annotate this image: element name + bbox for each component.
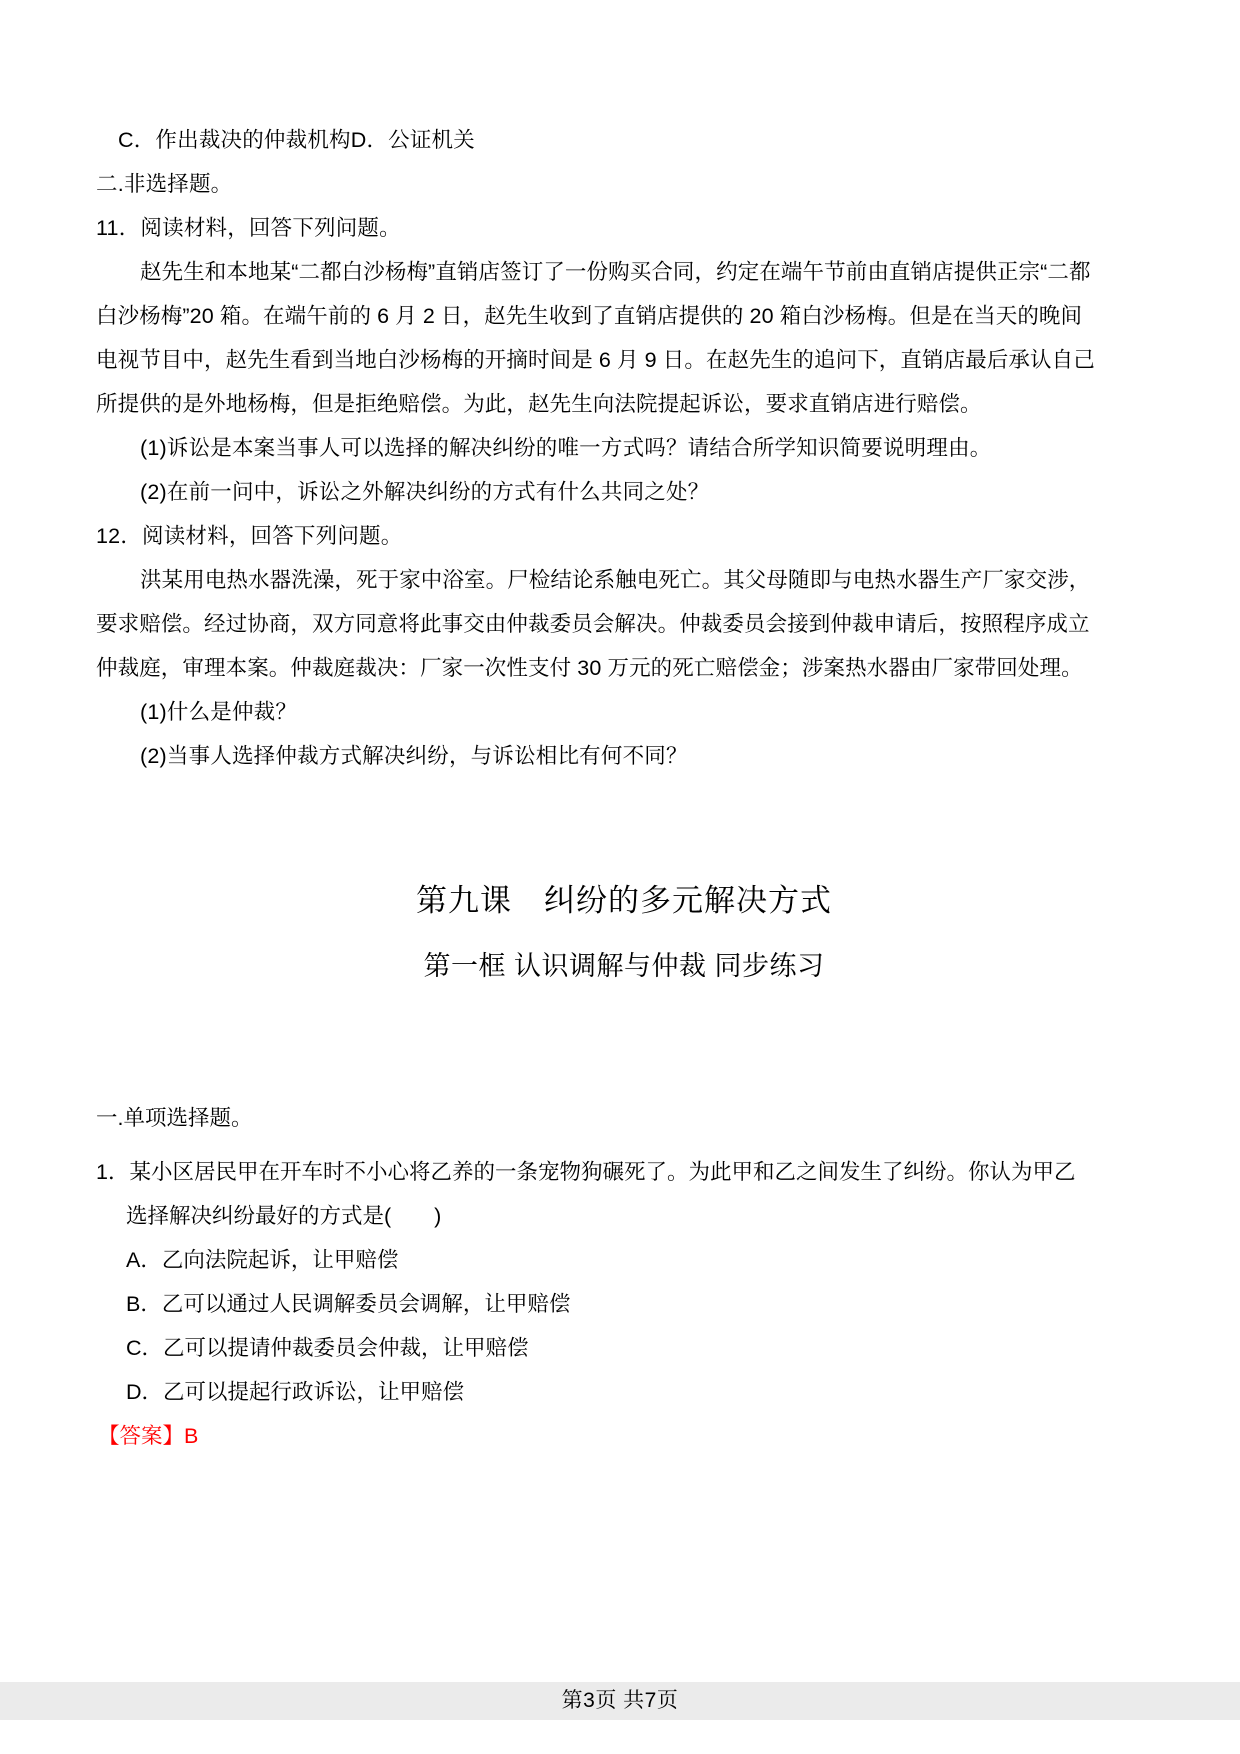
question-12-number: 12．阅读材料，回答下列问题。 [96,524,403,548]
question-10-options-row [96,118,1152,162]
question-1-option-b: B．乙可以通过人民调解委员会调解，让甲赔偿 [126,1292,571,1316]
lesson-title-sub: 第一框 认识调解与仲裁 同步练习 [423,951,825,981]
question-1-option-a: A．乙向法院起诉，让甲赔偿 [126,1248,399,1272]
spacer [96,1140,1152,1150]
question-11-sub-2: (2)在前一问中，诉讼之外解决纠纷的方式有什么共同之处？ [140,480,710,504]
section-one-block [96,1096,1152,1458]
question-1-option-c: C．乙可以提请仲裁委员会仲裁，让甲赔偿 [126,1336,529,1360]
question-1-stem-line-1: 1．某小区居民甲在开车时不小心将乙养的一条宠物狗碾死了。为此甲和乙之间发生了纠纷。你认为甲乙 [96,1160,1076,1184]
question-12-material-line-2: 要求赔偿。经过协商，双方同意将此事交由仲裁委员会解决。仲裁委员会接到仲裁申请后，按照程序成立 [96,612,1090,636]
document-body [96,118,1152,1458]
option-d-label: D．公证机关 [350,128,475,152]
question-12-material-line-3: 仲裁庭，审理本案。仲裁庭裁决：厂家一次性支付 30 万元的死亡赔偿金；涉案热水器由厂家带回处理。 [96,656,1083,680]
question-11-material-line-3: 电视节目中，赵先生看到当地白沙杨梅的开摘时间是 6 月 9 日。在赵先生的追问下，直销店最后承认自己 [96,348,1095,372]
question-12-material-line-1: 洪某用电热水器洗澡，死于家中浴室。尸检结论系触电死亡。其父母随即与电热水器生产厂家交涉， [140,568,1091,592]
section-one-heading: 一.单项选择题。 [96,1106,253,1130]
question-1-option-d: D．乙可以提起行政诉讼，让甲赔偿 [126,1380,465,1404]
question-11-material-line-2: 白沙杨梅”20 箱。在端午前的 6 月 2 日，赵先生收到了直销店提供的 20 箱白沙杨梅。但是在当天的晚间 [96,304,1083,328]
question-1-stem-line-2: 选择解决纠纷最好的方式是( ) [126,1204,442,1228]
question-12-sub-1: (1)什么是仲裁？ [140,700,298,724]
question-11-number: 11．阅读材料，回答下列问题。 [96,216,401,240]
lesson-title-block [96,874,1152,992]
question-12-sub-2: (2)当事人选择仲裁方式解决纠纷，与诉讼相比有何不同？ [140,744,688,768]
question-11-sub-1: (1)诉讼是本案当事人可以选择的解决纠纷的唯一方式吗？请结合所学知识简要说明理由。 [140,436,992,460]
page-footer [0,1682,1240,1754]
page-number-label: 第3页 共7页 [561,1689,679,1712]
lesson-title-main: 第九课 纠纷的多元解决方式 [416,883,832,918]
section-two-heading: 二.非选择题。 [96,172,233,196]
question-11-material-line-1: 赵先生和本地某“二都白沙杨梅”直销店签订了一份购买合同，约定在端午节前由直销店提供正宗“二都 [140,260,1091,284]
option-c-label: C．作出裁决的仲裁机构 [118,128,351,152]
question-11-material-line-4: 所提供的是外地杨梅，但是拒绝赔偿。为此，赵先生向法院提起诉讼，要求直销店进行赔偿。 [96,392,982,416]
question-1-answer: 【答案】B [98,1424,199,1448]
